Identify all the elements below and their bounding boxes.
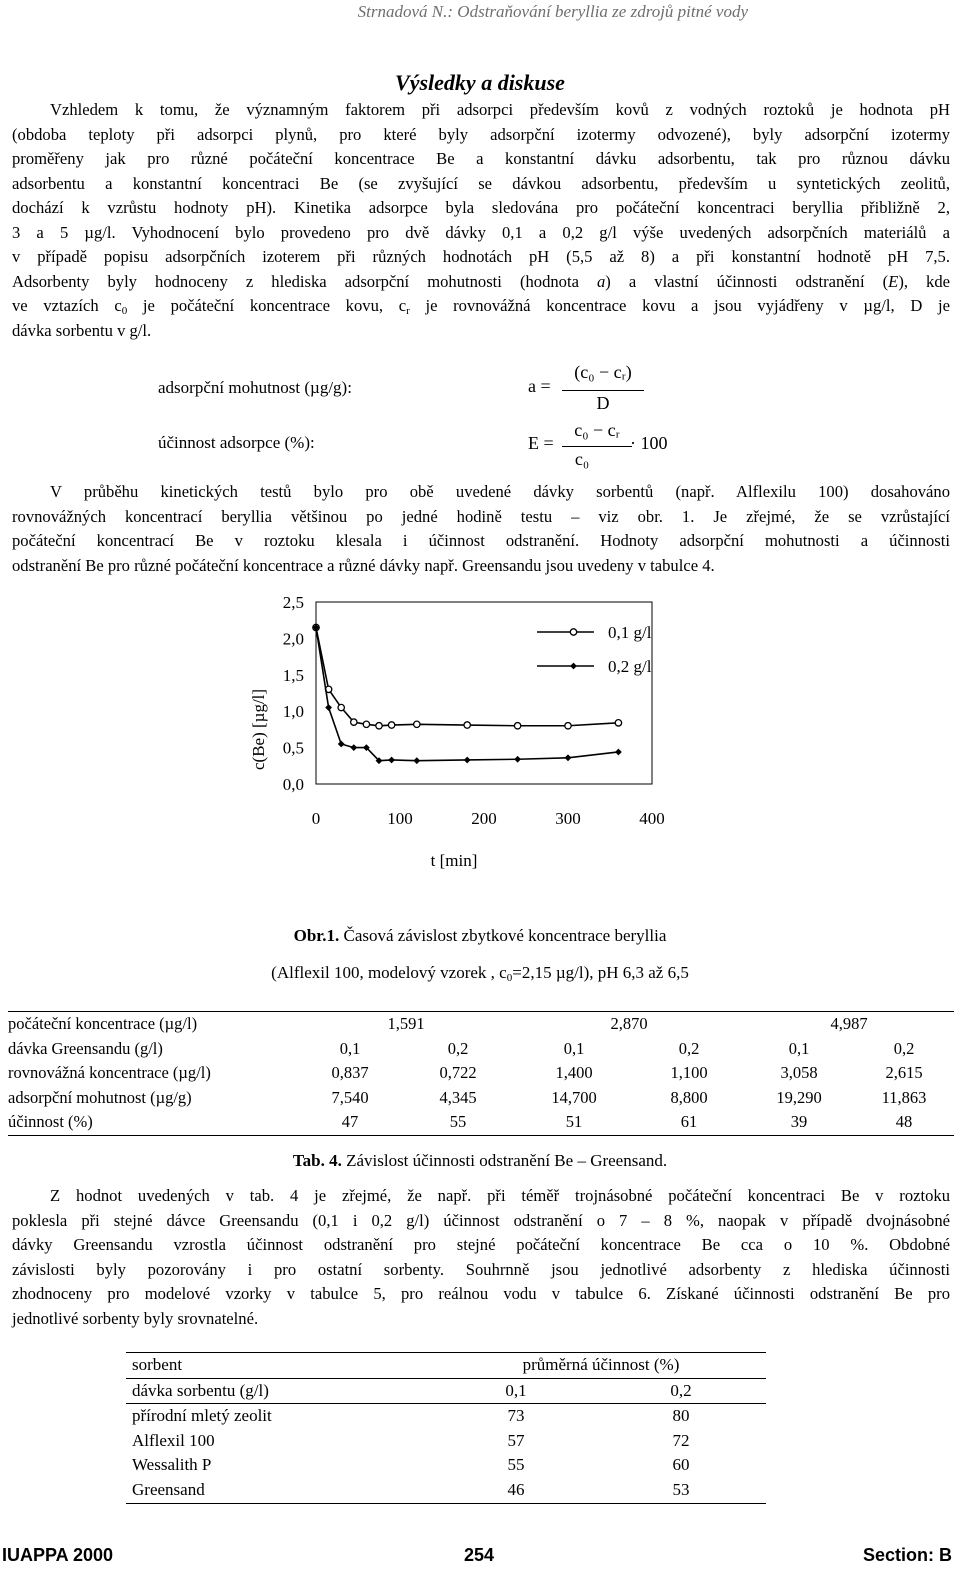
table-cell: 0,2 [678,1038,700,1058]
table-row-label: rovnovážná koncentrace (µg/l) [8,1063,211,1083]
x-axis-label: t [min] [430,851,478,870]
table-cell: 57 [507,1430,525,1450]
data-point [615,749,622,756]
table-cell: 0,1 [788,1038,810,1058]
y-axis-label: c(Be) [µg/l] [249,688,268,770]
data-point [388,757,395,764]
x-tick-label: 100 [387,809,413,828]
table-cell: 53 [672,1479,690,1499]
text-line: v případě popisu adsorpčních izoterem při různých hodnotách pH (5,5 až 8) a při konstantní hodnotě pH 7,5. [12,247,950,266]
table-cell: 14,700 [551,1087,597,1107]
figure-caption-detail: (Alflexil 100, modelový vzorek , $c_0=2,15$ µg/l), pH 6,3 až 6,5 [271,963,689,984]
table-row-label: účinnost (%) [8,1112,93,1132]
table-cell: Greensand [132,1479,205,1499]
efficiency-formula-multiplier: · 100 [630,433,668,453]
table-cell: 3,058 [780,1063,818,1083]
table-header-cell: 2,870 [610,1014,648,1033]
table-cell: 80 [672,1406,690,1426]
data-point [615,720,621,726]
text-line: Adsorbenty byly hodnoceny z hlediska adsorpční mohutnosti (hodnota a) a vlastní účinnosti odstranění (E), kde [12,271,950,291]
text-line: dávka sorbentu v g/l. [12,320,152,340]
table-cell: 0,2 [893,1038,915,1058]
x-tick-label: 200 [471,809,497,828]
legend-marker [570,629,576,635]
table-cell: 46 [507,1479,525,1499]
table-row [8,1110,954,1135]
table-cell: 0,722 [439,1063,477,1083]
text-line: Z hodnot uvedených v tab. 4 je zřejmé, že např. při téměř trojnásobné počáteční koncentraci Be v roztoku [50,1186,950,1205]
efficiency-formula-lhs: E = [528,433,554,453]
data-point [338,741,345,748]
table-cell: 1,400 [555,1063,593,1083]
table-cell: 0,837 [331,1063,369,1083]
table-cell: dávka sorbentu (g/l) [132,1380,269,1400]
text-line: odstranění Be pro různé počáteční koncentrace a různé dávky např. Greensandu jsou uvedeny v tabulce 4. [12,555,715,575]
table-row [126,1378,766,1404]
text-line: proměřeny jak pro různé počáteční koncentrace Be a konstantní dávku adsorbentu, tak pro různou dávku [12,149,950,168]
table-cell: 1,100 [670,1063,708,1083]
table-cell: 60 [672,1455,690,1475]
x-tick-label: 0 [311,809,321,828]
capacity-formula-numerator: (c₀ − cᵣ) [574,362,632,382]
data-point [464,757,471,764]
table-caption: Tab. 4. Závislost účinnosti odstranění Be – Greensand. [292,1151,668,1170]
table-cell: 72 [672,1430,690,1450]
table-cell: 7,540 [331,1087,369,1107]
table-row-label: adsorpční mohutnost (µg/g) [8,1087,192,1107]
data-point [388,722,394,728]
table-cell: 73 [507,1406,525,1426]
table-cell: 48 [895,1112,913,1132]
y-tick-label: 2,0 [282,629,304,649]
text-line: rovnovážných koncentrací beryllia většinou po jedné hodině testu – viz obr. 1. Je zřejmé, že se vzrůstající [12,506,950,526]
table-header-cell: 1,591 [387,1014,425,1033]
data-point [414,721,420,727]
text-line: ve vztazích $c_0$ je počáteční koncentrace kovu, $c_r$ je rovnovážná koncentrace kovu a jsou vyjádřeny v µg/l, D je [12,296,950,317]
table-row [126,1429,766,1454]
data-point [464,722,470,728]
table-row [8,1012,954,1037]
series-line [316,627,618,760]
data-point [338,704,344,710]
figure-caption: Obr.1. Časová závislost zbytkové koncentrace beryllia [293,926,667,945]
table-header-cell: průměrná účinnost (%) [522,1355,680,1374]
table-cell: Alflexil 100 [132,1430,215,1450]
efficiency-formula-numerator: c₀ − cᵣ [574,420,620,440]
running-header: Strnadová N.: Odstraňování beryllia ze zdrojů pitné vody [357,2,748,21]
data-point [514,723,520,729]
data-point [413,757,420,764]
y-tick-label: 2,5 [282,593,304,612]
table-cell: 11,863 [881,1087,927,1107]
table-cell: 8,800 [670,1087,708,1107]
table-row [126,1404,766,1429]
table-cell: 0,1 [339,1038,361,1058]
table-row [8,1037,954,1062]
paragraph-kinetics [12,480,950,578]
table-cell: 51 [565,1112,583,1132]
footer-page-number: 254 [464,1545,495,1565]
text-line: (obdoba teploty při adsorpci plynů, pro které byly adsorpční izotermy odvozené), byly adsorpční izotermy [12,124,950,144]
section-title: Výsledky a diskuse [395,70,565,95]
capacity-formula-lhs: a = [528,376,551,396]
table-row-label: dávka Greensandu (g/l) [8,1038,163,1058]
x-tick-label: 400 [639,809,665,828]
table-cell: 55 [507,1455,525,1475]
fraction-line [562,390,644,391]
data-point [325,704,332,711]
text-line: Vzhledem k tomu, že významným faktorem při adsorpci především kovů z vodných roztoků je hodnota pH [50,100,950,119]
y-tick-label: 1,0 [282,702,304,722]
table-cell: 55 [449,1112,467,1132]
table-header-cell: sorbent [132,1355,183,1374]
footer-conference: IUAPPA 2000 [2,1545,114,1565]
text-line: dávky Greensandu vzrostla účinnost odstranění pro stejné počáteční koncentrace Be cca o 10 %. Obdobné [12,1235,950,1254]
series-line [316,627,618,725]
data-point [565,754,572,761]
data-point [376,723,382,729]
table-cell: 39 [790,1112,808,1132]
table-4 [8,1011,954,1136]
table-5 [126,1352,766,1504]
table-row [8,1061,954,1086]
text-line: zhodnoceny pro modelové vzorky v tabulce 5, pro reálnou vodu v tabulce 6. Získané účinnosti odstranění Be pro [12,1284,950,1303]
paragraph-results [12,1184,950,1331]
efficiency-formula-label: účinnost adsorpce (%): [158,433,315,452]
fraction-line [562,446,632,447]
data-point [565,723,571,729]
data-point [351,719,357,725]
data-point [363,721,369,727]
x-tick-label: 300 [555,809,581,828]
text-line: závislosti byly pozorovány i pro ostatní sorbenty. Souhrnně jsou jednotlivé adsorbenty z hlediska účinnosti [12,1259,950,1279]
table-cell: 0,1 [505,1380,527,1400]
table-cell: 0,2 [447,1038,469,1058]
text-line: počáteční koncentrací Be v roztoku klesala i účinnost odstranění. Hodnoty adsorpční mohutnosti a účinnosti [12,531,950,550]
table-row [126,1478,766,1503]
table-header-cell: počáteční koncentrace (µg/l) [8,1014,198,1033]
paragraph-intro [12,98,950,343]
table-cell: přírodní mletý zeolit [132,1406,272,1426]
table-cell: 4,345 [439,1087,477,1107]
capacity-formula-denominator: D [596,393,610,413]
efficiency-formula-denominator: c₀ [574,449,590,469]
text-line: dochází k vzrůstu hodnoty pH). Kinetika adsorpce byla sledována pro počáteční koncentraci beryllia přibližně 2, [12,198,950,217]
table-cell: 19,290 [776,1087,822,1107]
table-cell: 47 [341,1112,359,1132]
table-row [126,1453,766,1478]
kinetics-chart [230,580,790,880]
data-point [514,756,521,763]
table-row [126,1353,766,1379]
plot-area [316,602,652,784]
text-line: V průběhu kinetických testů bylo pro obě uvedené dávky sorbentů (např. Alflexilu 100) dosahováno [50,482,950,501]
table-header-cell: 4,987 [830,1014,868,1033]
y-tick-label: 0,0 [282,775,304,794]
text-line: 3 a 5 µg/l. Vyhodnocení bylo provedeno pro dvě dávky 0,1 a 0,2 g/l výše uvedených adsorpčních materiálů a [12,222,950,242]
text-line: jednotlivé sorbenty byly srovnatelné. [12,1308,259,1328]
y-tick-label: 1,5 [282,665,304,685]
table-cell: 61 [680,1112,698,1132]
table-cell: 2,615 [885,1063,923,1083]
table-row [8,1086,954,1111]
data-point [350,744,357,751]
capacity-formula-label: adsorpční mohutnost (µg/g): [158,378,352,397]
table-cell: Wessalith P [132,1455,212,1475]
table-cell: 0,1 [563,1038,585,1058]
y-tick-label: 0,5 [282,738,304,758]
legend-label: 0,2 g/l [608,657,652,676]
text-line: adsorbentu a konstantní koncentraci Be (se zvyšující se dávkou adsorbentu, především u syntetických zeolitů, [12,173,950,193]
footer-section: Section: B [862,1545,952,1565]
table-cell: 0,2 [670,1380,692,1400]
legend-label: 0,1 g/l [608,623,652,642]
legend-marker [570,663,577,670]
text-line: poklesla při stejné dávce Greensandu (0,1 i 0,2 g/l) účinnost odstranění o 7 – 8 %, naopak v případě dvojnásobné [12,1210,950,1230]
